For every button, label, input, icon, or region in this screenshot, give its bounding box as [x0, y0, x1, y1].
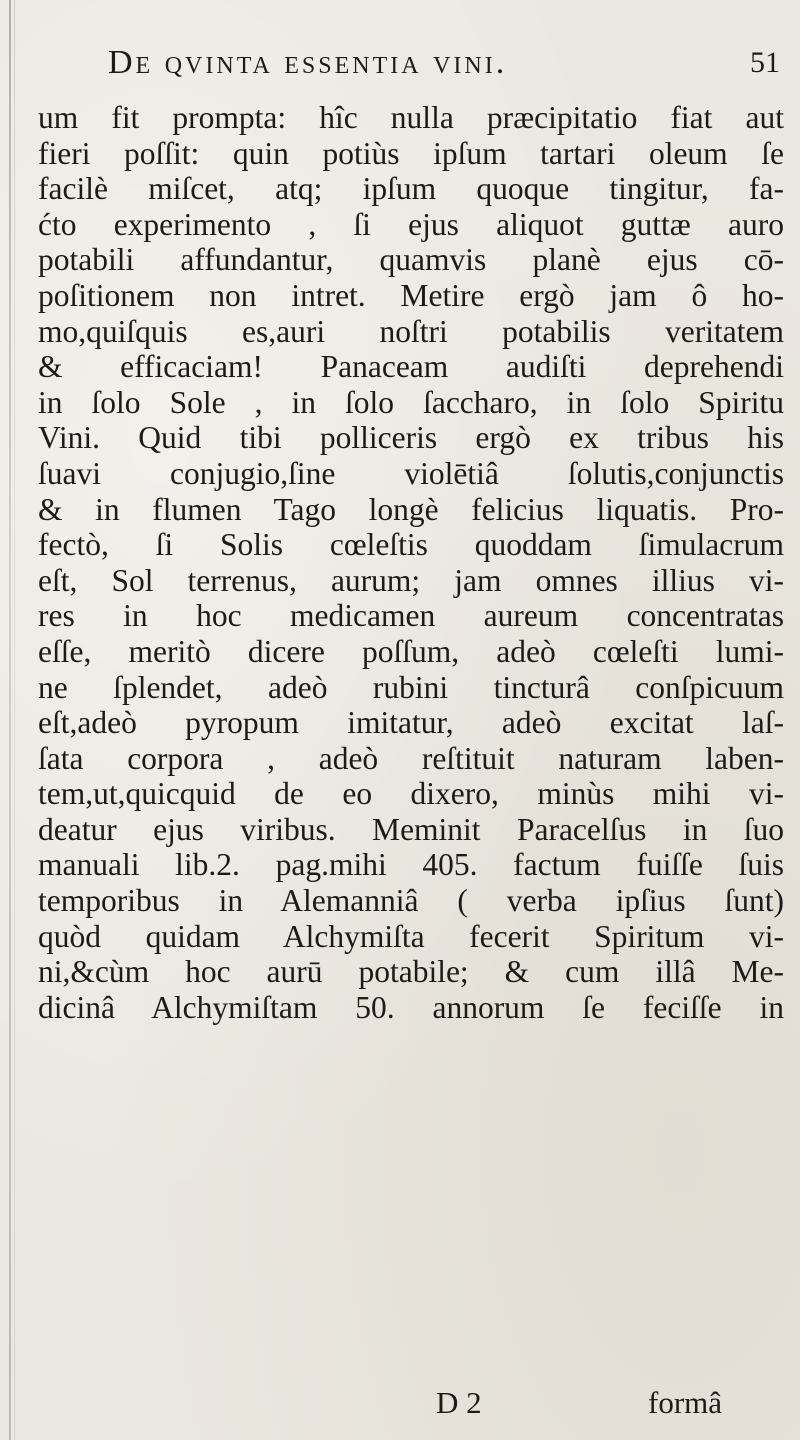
text-line: & in flumen Tago longè felicius liquatis. Pro-: [38, 491, 784, 527]
text-line: um fit prompta: hîc nulla præcipitatio fiat aut: [38, 100, 784, 135]
text-line: facilè miſcet, atq; ipſum quoque tingitur, fa-: [38, 171, 784, 207]
text-line: deatur ejus viribus. Meminit Paracelſus in ſuo: [38, 811, 784, 847]
text-line: quòd quidam Alchymiſta fecerit Spiritum vi-: [38, 918, 784, 954]
text-line: eſt,adeò pyropum imitatur, adeò excitat laſ-: [38, 705, 784, 741]
signature-mark: D 2: [436, 1385, 482, 1420]
text-line: in ſolo Sole , in ſolo ſaccharo, in ſolo Spiritu: [38, 384, 784, 420]
text-line: Vini. Quid tibi polliceris ergò ex tribus his: [38, 420, 784, 456]
text-line: tem,ut,quicquid de eo dixero, minùs mihi vi-: [38, 776, 784, 812]
text-line: res in hoc medicamen aureum concentratas: [38, 598, 784, 634]
text-line: fieri poſſit: quin potiùs ipſum tartari oleum ſe: [38, 135, 784, 171]
text-line: & efficaciam! Panaceam audiſti deprehendi: [38, 349, 784, 385]
text-line: potabili affundantur, quamvis planè ejus cō-: [38, 242, 784, 278]
page-footer: [0, 1385, 800, 1425]
running-head: De qvinta essentia vini.: [108, 44, 508, 81]
text-line: mo,quiſquis es,auri noſtri potabilis veritatem: [38, 313, 784, 349]
text-line: ne ſplendet, adeò rubini tincturâ conſpicuum: [38, 669, 784, 705]
text-line: ćto experimento , ſi ejus aliquot guttæ auro: [38, 206, 784, 242]
text-line: dicinâ Alchymiſtam 50. annorum ſe feciſſe in: [38, 989, 784, 1025]
text-line: ſata corpora , adeò reſtituit naturam laben-: [38, 740, 784, 776]
text-line: fectò, ſi Solis cœleſtis quoddam ſimulacrum: [38, 527, 784, 563]
page-number: 51: [750, 46, 780, 79]
text-line: ni,&cùm hoc aurū potabile; & cum illâ Me-: [38, 954, 784, 990]
text-line: manuali lib.2. pag.mihi 405. factum fuiſſe ſuis: [38, 847, 784, 883]
body-text: [38, 100, 784, 1025]
text-line: eſt, Sol terrenus, aurum; jam omnes illius vi-: [38, 562, 784, 598]
text-line: ſuavi conjugio,ſine violētiâ ſolutis,conjunctis: [38, 455, 784, 491]
page-header: [0, 44, 800, 88]
gutter-shadow-inner: [14, 0, 15, 1440]
catchword: formâ: [648, 1385, 723, 1420]
text-line: eſſe, meritò dicere poſſum, adeò cœleſti lumi-: [38, 633, 784, 669]
text-line: temporibus in Alemanniâ ( verba ipſius ſunt): [38, 883, 784, 919]
text-line: poſitionem non intret. Metire ergò jam ô ho-: [38, 277, 784, 313]
gutter-shadow: [9, 0, 11, 1440]
